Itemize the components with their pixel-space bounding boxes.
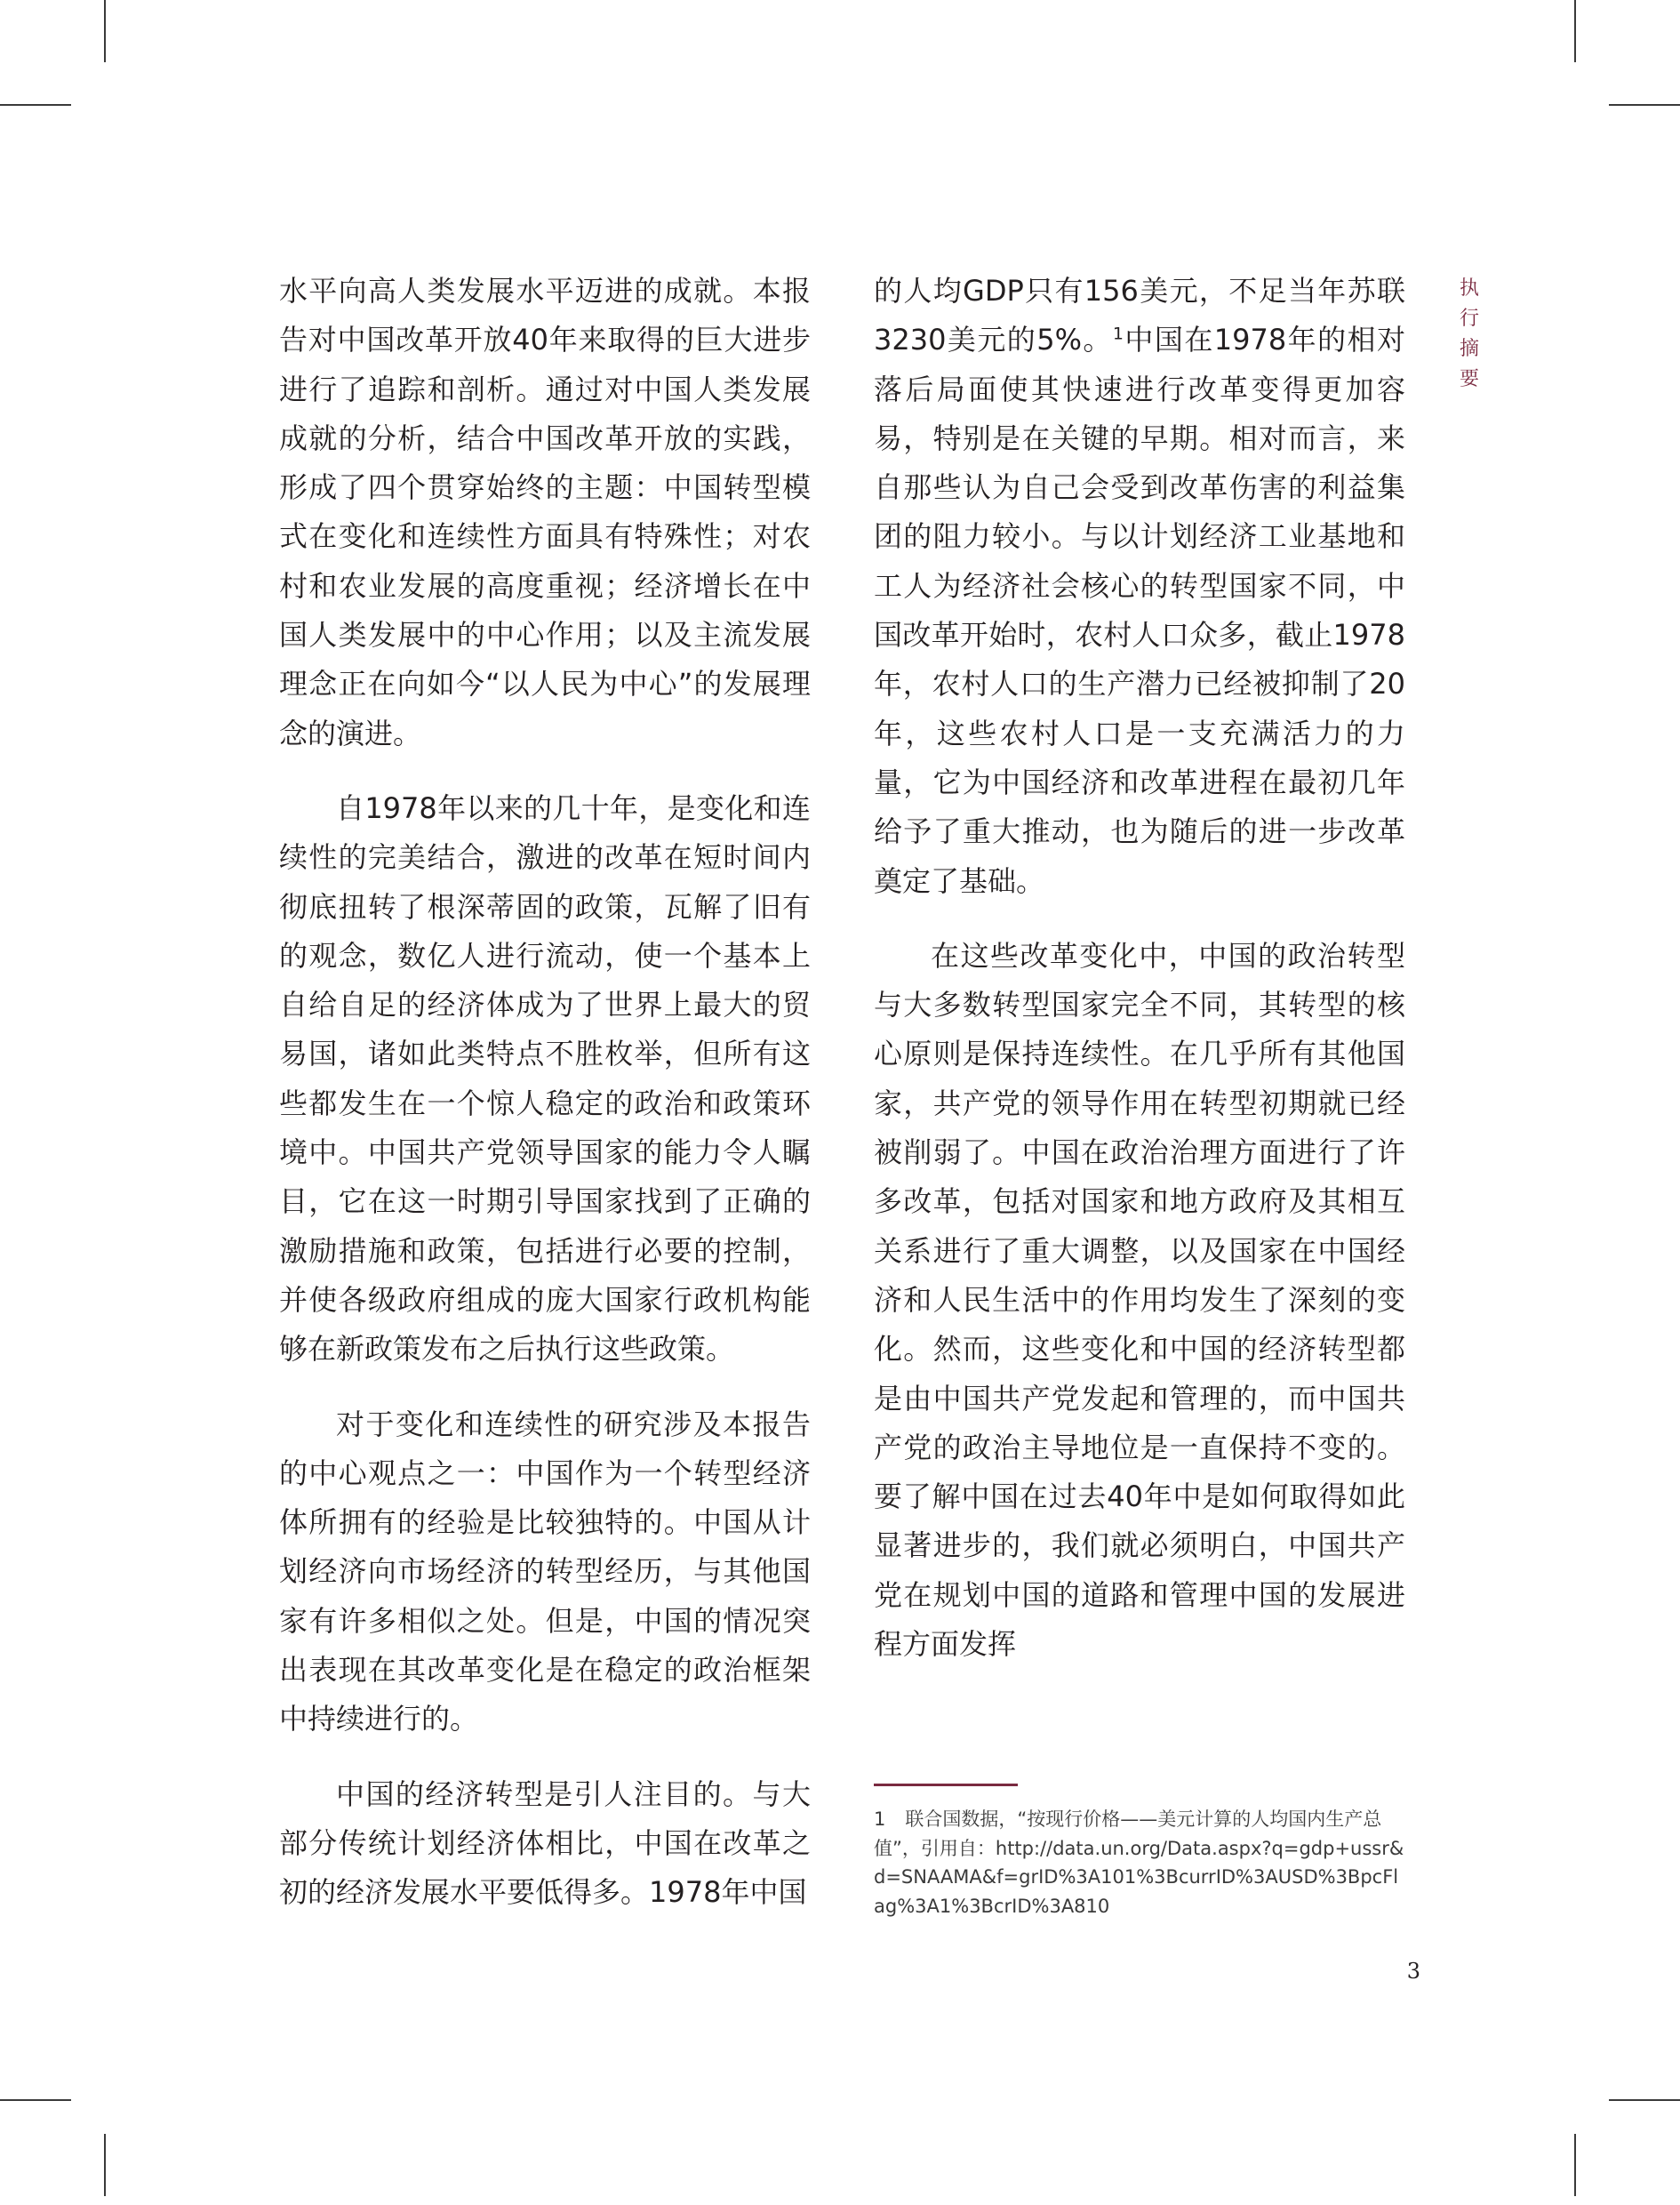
paragraph: 中国的经济转型是引人注目的。与大部分传统计划经济体相比，中国在改革之初的经济发展水平要低得多。1978年中国: [279, 1776, 811, 1910]
crop-mark-top-left: [104, 0, 106, 62]
crop-mark-top-right: [1574, 0, 1576, 62]
section-tab-char: 摘: [1459, 338, 1479, 360]
crop-mark-bottom-left-h: [0, 2099, 71, 2101]
crop-mark-top-right-h: [1609, 104, 1680, 106]
footnote-text[interactable]: 联合国数据，“按现行价格——美元计算的人均国内生产总值”，引用自：http://data.un.org/Data.aspx?q=gdp+ussr&d=SNAAMA&f=grID%3A101%3BcurrID%3AUSD%3BpcFlag%3A1%3BcrID%3A810: [874, 1808, 1404, 1917]
footnote-marker[interactable]: 1: [1112, 324, 1124, 344]
crop-mark-top-left-h: [0, 104, 71, 106]
section-tab-char: 要: [1459, 368, 1479, 390]
section-tab: [1454, 274, 1484, 395]
paragraph: 在这些改革变化中，中国的政治转型与大多数转型国家完全不同，其转型的核心原则是保持连续性。在几乎所有其他国家，共产党的领导作用在转型初期就已经被削弱了。中国在政治治理方面进行了许多改革，包括对国家和地方政府及其相互关系进行了重大调整，以及国家在中国经济和人民生活中的作用均发生了深刻的变化。然而，这些变化和中国的经济转型都是由中国共产党发起和管理的，而中国共产党的政治主导地位是一直保持不变的。要了解中国在过去40年中是如何取得如此显著进步的，我们就必须明白，中国共产党在规划中国的道路和管理中国的发展进程方面发挥: [874, 938, 1405, 1662]
paragraph-text: 的人均GDP只有156美元，不足当年苏联3230美元的5%。: [874, 274, 1405, 357]
footnote-number: 1: [874, 1808, 886, 1830]
crop-mark-bottom-left: [104, 2134, 106, 2196]
paragraph-text: 中国在1978年的相对落后局面使其快速进行改革变得更加容易，特别是在关键的早期。相对而言，来自那些认为自己会受到改革伤害的利益集团的阻力较小。与以计划经济工业基地和工人为经济社会核心的转型国家不同，中国改革开始时，农村人口众多，截止1978年，农村人口的生产潜力已经被抑制了20年，这些农村人口是一支充满活力的力量，它为中国经济和改革进程在最初几年给予了重大推动，也为随后的进一步改革奠定了基础。: [874, 323, 1405, 898]
paragraph: [874, 267, 1405, 906]
crop-mark-bottom-right: [1574, 2134, 1576, 2196]
right-column: [874, 267, 1405, 1695]
footnote: [874, 1805, 1405, 1920]
paragraph: 自1978年以来的几十年，是变化和连续性的完美结合，激进的改革在短时间内彻底扭转了根深蒂固的政策，瓦解了旧有的观念，数亿人进行流动，使一个基本上自给自足的经济体成为了世界上最大的贸易国，诸如此类特点不胜枚举，但所有这些都发生在一个惊人稳定的政治和政策环境中。中国共产党领导国家的能力令人瞩目，它在这一时期引导国家找到了正确的激励措施和政策，包括进行必要的控制，并使各级政府组成的庞大国家行政机构能够在新政策发布之后执行这些政策。: [279, 790, 811, 1367]
paragraph: 对于变化和连续性的研究涉及本报告的中心观点之一：中国作为一个转型经济体所拥有的经验是比较独特的。中国从计划经济向市场经济的转型经历，与其他国家有许多相似之处。但是，中国的情况突出表现在其改革变化是在稳定的政治框架中持续进行的。: [279, 1407, 811, 1736]
left-column: [279, 267, 811, 1944]
section-tab-char: 行: [1459, 308, 1479, 330]
page-number: 3: [1406, 1959, 1420, 1984]
crop-mark-bottom-right-h: [1609, 2099, 1680, 2101]
section-tab-char: 执: [1459, 277, 1479, 300]
paragraph: 水平向高人类发展水平迈进的成就。本报告对中国改革开放40年来取得的巨大进步进行了追踪和剖析。通过对中国人类发展成就的分析，结合中国改革开放的实践，形成了四个贯穿始终的主题：中国转型模式在变化和连续性方面具有特殊性；对农村和农业发展的高度重视；经济增长在中国人类发展中的中心作用；以及主流发展理念正在向如今“以人民为中心”的发展理念的演进。: [279, 274, 811, 750]
footnote-divider: [874, 1784, 1018, 1786]
